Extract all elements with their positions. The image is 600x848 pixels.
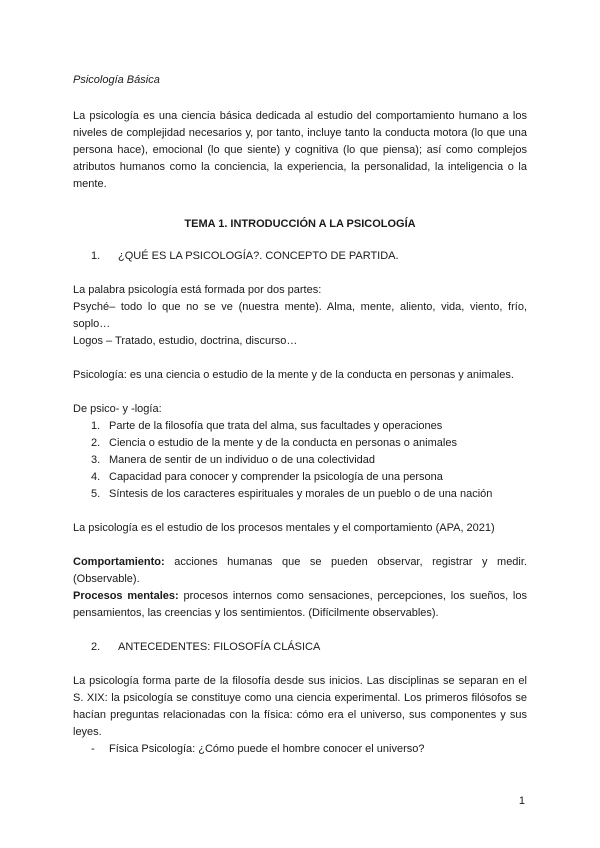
psychology-definition: Psicología: es una ciencia o estudio de la mente y de la conducta en personas y animales.	[73, 369, 514, 381]
list-item: 2. Ciencia o estudio de la mente y de la conducta en personas o animales	[91, 437, 457, 449]
list-item: 4. Capacidad para conocer y comprender la psicología de una persona	[91, 471, 443, 483]
page-content	[73, 72, 527, 758]
antecedents-paragraph: La psicología forma parte de la filosofía desde sus inicios. Las disciplinas se separan en el S. XIX: la psicología se constituye como una ciencia experimental. Los primeros filósofos se hacían preguntas relacionadas con la física: cómo era el universo, sus componentes y sus leyes.	[73, 675, 527, 738]
topic-title: TEMA 1. INTRODUCCIÓN A LA PSICOLOGÍA	[184, 218, 416, 230]
psyche-definition: Psyché– todo lo que no se ve (nuestra mente). Alma, mente, aliento, vida, viento, frío, soplo…	[73, 301, 527, 330]
subject-heading: Psicología Básica	[73, 74, 160, 86]
dash-list-item: - Física Psicología: ¿Cómo puede el hombre conocer el universo?	[91, 743, 425, 755]
page-number: 1	[518, 795, 525, 807]
section-2-title: ANTECEDENTES: FILOSOFÍA CLÁSICA	[118, 641, 321, 653]
mental-processes-definition: Procesos mentales: procesos internos como sensaciones, percepciones, los sueños, los pensamientos, las creencias y los sentimientos. (Difícilmente observables).	[73, 590, 527, 619]
section-1-heading	[73, 248, 527, 265]
intro-paragraph: La psicología es una ciencia básica dedicada al estudio del comportamiento humano a los niveles de complejidad necesarios y, por tanto, incluye tanto la conducta motora (lo que una persona hace), emocional (lo que siente) y cognitiva (lo que piensa); así como complejos atributos humanos como la conciencia, la experiencia, la personalidad, la inteligencia o la mente.	[73, 110, 527, 190]
list-item: 5. Síntesis de los caracteres espirituales y morales de un pueblo o de una nación	[91, 488, 493, 500]
mental-processes-term: Procesos mentales:	[73, 590, 179, 602]
behavior-definition: Comportamiento: acciones humanas que se pueden observar, registrar y medir. (Observable).	[73, 556, 527, 585]
apa-definition: La psicología es el estudio de los procesos mentales y el comportamiento (APA, 2021)	[73, 522, 495, 534]
word-parts-intro: La palabra psicología está formada por dos partes:	[73, 284, 322, 296]
section-2-number: 2.	[91, 641, 101, 653]
behavior-term: Comportamiento:	[73, 556, 165, 568]
list-item: 1. Parte de la filosofía que trata del alma, sus facultades y operaciones	[91, 420, 443, 432]
section-2-heading	[73, 639, 527, 656]
section-1-title: ¿QUÉ ES LA PSICOLOGÍA?. CONCEPTO DE PARTIDA.	[118, 250, 399, 262]
meanings-list	[73, 418, 527, 503]
logos-definition: Logos – Tratado, estudio, doctrina, discurso…	[73, 335, 298, 347]
origin-label: De psico- y -logía:	[73, 403, 162, 415]
list-item: 3. Manera de sentir de un individuo o de una colectividad	[91, 454, 376, 466]
section-1-number: 1.	[91, 250, 101, 262]
